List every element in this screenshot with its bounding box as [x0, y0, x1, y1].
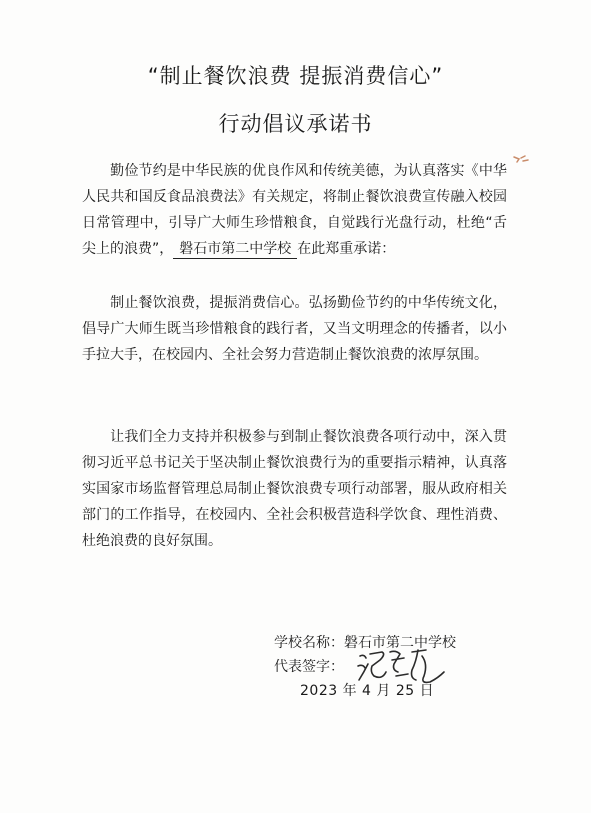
paragraph-support: [82, 424, 507, 554]
paragraph-intro-ending: 在此郑重承诺：: [297, 241, 396, 257]
signature-rep-line: [274, 657, 344, 677]
paragraph-support-text: 让我们全力支持并积极参与到制止餐饮浪费各项行动中，深入贯彻习近平总书记关于坚决制止餐饮浪费行为的重要指示精神，认真落实国家市场监督管理总局制止餐饮浪费专项行动部署，服从政府相关部门的工作指导，在校园内、全社会积极营造科学饮食、理性消费、杜绝浪费的良好氛围。: [82, 429, 507, 549]
paragraph-commitment: [82, 290, 507, 368]
signature-date: 2023 年 4 月 25 日: [300, 683, 435, 699]
document-title-line1: “制止餐饮浪费 提振消费信心”: [147, 64, 444, 88]
paragraph-commitment-text: 制止餐饮浪费，提振消费信心。弘扬勤俭节约的中华传统文化，倡导广大师生既当珍惜粮食的践行者，又当文明理念的传播者，以小手拉大手，在校园内、全社会努力营造制止餐饮浪费的浓厚氛围。: [82, 295, 507, 363]
rep-label: 代表签字：: [274, 659, 344, 675]
school-label: 学校名称：: [274, 635, 344, 651]
document-title-line2: 行动倡议承诺书: [218, 112, 373, 136]
school-name: 磐石市第二中学校: [344, 635, 456, 651]
underlined-school-name: 磐石市第二中学校: [173, 240, 297, 259]
stray-ink-mark-icon: [512, 153, 530, 165]
paragraph-intro-text: 勤俭节约是中华民族的优良作风和传统美德，为认真落实《中华人民共和国反食品浪费法》有关规定，将制止餐饮浪费宣传融入校园日常管理中，引导广大师生珍惜粮食，自觉践行光盘行动，杜绝“舌尖上的浪费”，: [82, 163, 507, 257]
handwritten-signature-icon: [356, 646, 448, 686]
paragraph-intro: [82, 158, 507, 262]
